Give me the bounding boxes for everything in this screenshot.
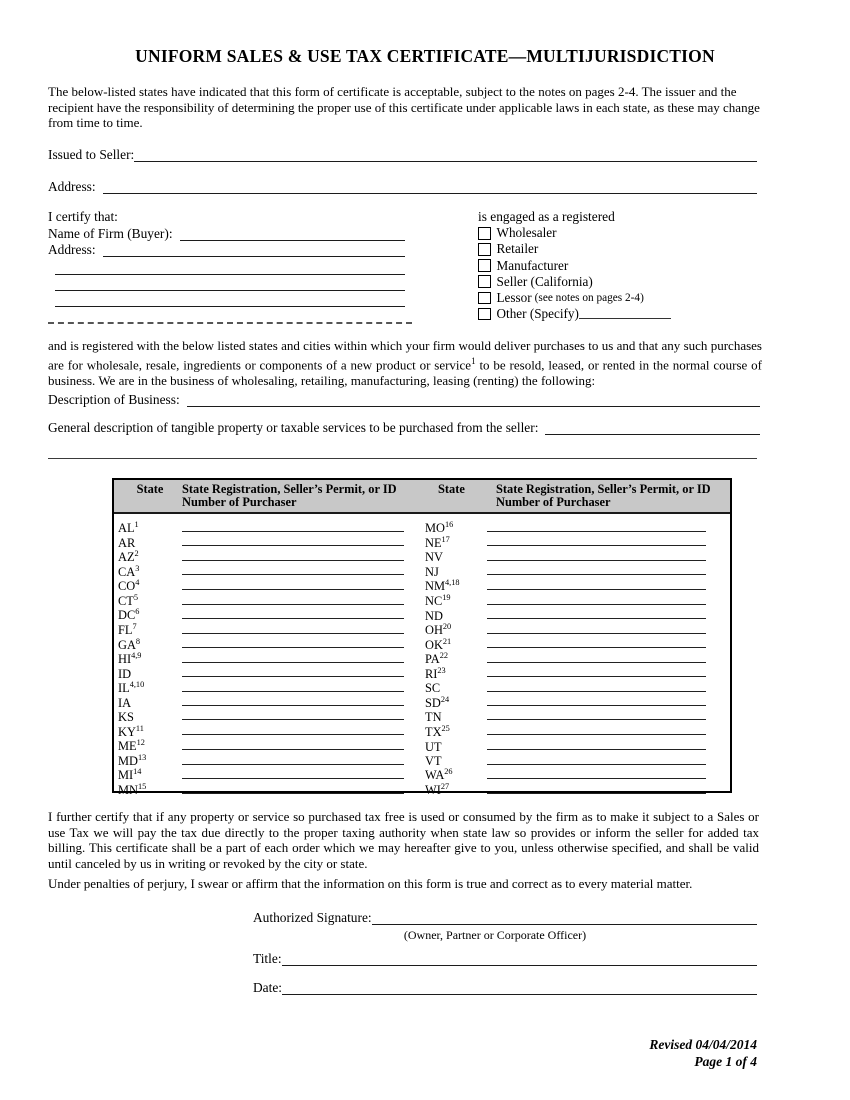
registration-number-line[interactable] bbox=[487, 665, 706, 677]
checkbox[interactable] bbox=[478, 275, 491, 288]
registration-number-line[interactable] bbox=[182, 651, 404, 663]
registration-number-line[interactable] bbox=[487, 622, 706, 634]
registration-number-line[interactable] bbox=[487, 549, 706, 561]
registration-number-line[interactable] bbox=[487, 782, 706, 794]
state-row bbox=[118, 577, 730, 592]
authorized-signature-label: Authorized Signature: bbox=[253, 910, 372, 925]
state-label: $AZ^2$ bbox=[118, 549, 139, 565]
state-label: ID bbox=[118, 666, 132, 681]
registration-number-line[interactable] bbox=[487, 520, 706, 532]
register-option-manufacturer bbox=[478, 257, 763, 273]
registration-number-line[interactable] bbox=[182, 520, 404, 532]
state-label: WA$^{26}$ bbox=[425, 767, 453, 783]
state-row bbox=[118, 519, 730, 534]
state-label: PA$^{22}$ bbox=[425, 651, 448, 667]
registration-number-line[interactable] bbox=[182, 680, 404, 692]
state-row bbox=[118, 679, 730, 694]
date-label: Date: bbox=[253, 980, 282, 995]
state-label: OK$^{21}$ bbox=[425, 636, 452, 652]
registration-number-line[interactable] bbox=[182, 593, 404, 605]
header-state-left: State bbox=[136, 481, 164, 496]
checkbox[interactable] bbox=[478, 308, 491, 321]
state-label: OH$^{20}$ bbox=[425, 622, 452, 638]
state-label: VT bbox=[425, 754, 442, 769]
registration-number-line[interactable] bbox=[487, 578, 706, 590]
header-state-right: State bbox=[438, 481, 465, 496]
general-description-label: General description of tangible property or taxable services to be purchased from the seller: bbox=[48, 420, 539, 435]
option-note: (see notes on pages 2-4) bbox=[534, 291, 644, 304]
intro-paragraph: The below-listed states have indicated that this form of certificate is acceptable, subject to the notes on pages 2-4. The issuer and the recipient have the responsibility of determining the proper use of this certificate under applicable laws in each state, as these may change from time to time. bbox=[48, 84, 760, 131]
buyer-address-dashed-line[interactable] bbox=[48, 311, 412, 324]
state-label: WI$^{27}$ bbox=[425, 782, 450, 798]
page-footer bbox=[649, 1037, 757, 1070]
state-label: IA bbox=[118, 695, 132, 710]
registration-number-line[interactable] bbox=[487, 593, 706, 605]
state-row bbox=[118, 694, 730, 709]
option-label: Lessor bbox=[496, 289, 532, 305]
state-label: NV bbox=[425, 550, 443, 565]
state-row bbox=[118, 708, 730, 723]
state-label: MI$^{14}$ bbox=[118, 767, 142, 783]
state-row bbox=[118, 723, 730, 738]
perjury-paragraph: Under penalties of perjury, I swear or affirm that the information on this form is true and correct as to every material matter. bbox=[48, 876, 693, 891]
checkbox[interactable] bbox=[478, 292, 491, 305]
state-label: RI$^{23}$ bbox=[425, 665, 446, 681]
registered-heading: is engaged as a registered bbox=[478, 209, 615, 224]
registration-number-line[interactable] bbox=[182, 534, 404, 546]
other-specify-line[interactable] bbox=[579, 308, 671, 319]
registration-number-line[interactable] bbox=[487, 753, 706, 765]
checkbox[interactable] bbox=[478, 259, 491, 272]
certify-block bbox=[48, 209, 405, 324]
register-option-retailer bbox=[478, 241, 763, 257]
registration-number-line[interactable] bbox=[182, 782, 404, 794]
state-row bbox=[118, 548, 730, 563]
registered-options bbox=[478, 225, 763, 322]
general-description-line[interactable] bbox=[545, 421, 760, 435]
option-label: Seller (California) bbox=[496, 273, 593, 289]
title-line[interactable] bbox=[282, 952, 757, 966]
state-label: $DC^6$ bbox=[118, 607, 140, 623]
state-label: $CA^3$ bbox=[118, 563, 140, 579]
state-label: KY$^{11}$ bbox=[118, 723, 144, 739]
state-registration-table bbox=[112, 478, 732, 798]
buyer-address-label: Address: bbox=[48, 242, 96, 258]
footnote-ref-1: 1 bbox=[471, 355, 476, 366]
state-label: NM$^{4,18}$ bbox=[425, 578, 460, 594]
registration-number-line[interactable] bbox=[182, 753, 404, 765]
state-label: ME$^{12}$ bbox=[118, 738, 145, 754]
issued-to-seller-line[interactable] bbox=[134, 148, 757, 162]
state-label: $AL^1$ bbox=[118, 520, 139, 536]
state-label: MD$^{13}$ bbox=[118, 752, 147, 769]
registration-number-line[interactable] bbox=[182, 578, 404, 590]
option-label: Other (Specify) bbox=[496, 305, 579, 321]
state-row bbox=[118, 636, 730, 651]
seller-address-line[interactable] bbox=[103, 180, 757, 194]
registration-text-after: to be resold, leased, or rented in the normal course of business. We are in the business of wholesaling, retailing, manufacturing, leasing (renting) the following: bbox=[48, 357, 762, 388]
state-label: TX$^{25}$ bbox=[425, 723, 450, 739]
registration-number-line[interactable] bbox=[487, 534, 706, 546]
option-label: Manufacturer bbox=[496, 257, 569, 273]
state-label: SD$^{24}$ bbox=[425, 694, 450, 710]
general-description-continuation-line[interactable] bbox=[48, 446, 757, 459]
state-row bbox=[118, 621, 730, 636]
revised-date: Revised 04/04/2014 bbox=[649, 1037, 757, 1052]
registration-number-line[interactable] bbox=[182, 563, 404, 575]
registration-number-line[interactable] bbox=[182, 665, 404, 677]
state-label: AR bbox=[118, 535, 136, 550]
registration-number-line[interactable] bbox=[487, 708, 706, 720]
registration-number-line[interactable] bbox=[182, 622, 404, 634]
state-table-body bbox=[114, 514, 730, 798]
register-option-lessor bbox=[478, 290, 763, 306]
state-label: UT bbox=[425, 739, 442, 754]
registration-number-line[interactable] bbox=[487, 694, 706, 706]
registration-number-line[interactable] bbox=[487, 651, 706, 663]
state-label: SC bbox=[425, 681, 441, 696]
buyer-address-extra-line[interactable] bbox=[55, 294, 405, 307]
state-row bbox=[118, 563, 730, 578]
registration-number-line[interactable] bbox=[487, 563, 706, 575]
state-label: TN bbox=[425, 709, 442, 724]
registration-number-line[interactable] bbox=[182, 694, 404, 706]
buyer-address-extra-line[interactable] bbox=[55, 262, 405, 275]
registration-number-line[interactable] bbox=[487, 680, 706, 692]
state-row bbox=[118, 737, 730, 752]
registration-number-line[interactable] bbox=[182, 636, 404, 648]
state-row bbox=[118, 592, 730, 607]
registration-number-line[interactable] bbox=[487, 767, 706, 779]
state-row bbox=[118, 766, 730, 781]
certify-heading: I certify that: bbox=[48, 209, 118, 225]
authorized-signature-line[interactable] bbox=[372, 911, 757, 925]
option-label: Retailer bbox=[496, 241, 539, 257]
state-label: $FL^7$ bbox=[118, 622, 137, 638]
state-label: HI$^{4,9}$ bbox=[118, 651, 142, 667]
page-number: Page 1 of 4 bbox=[694, 1053, 757, 1069]
state-label: $GA^8$ bbox=[118, 636, 141, 652]
register-option-wholesaler bbox=[478, 225, 763, 241]
state-label: KS bbox=[118, 709, 134, 724]
name-of-firm-line[interactable] bbox=[180, 227, 405, 241]
seller-address-label: Address: bbox=[48, 179, 96, 194]
state-label: NJ bbox=[425, 564, 439, 579]
date-line[interactable] bbox=[282, 981, 757, 995]
registration-number-line[interactable] bbox=[487, 738, 706, 750]
state-row bbox=[118, 606, 730, 621]
state-row bbox=[118, 534, 730, 549]
description-of-business-label: Description of Business: bbox=[48, 392, 180, 407]
registration-number-line[interactable] bbox=[487, 607, 706, 619]
table-header bbox=[114, 480, 730, 514]
state-row bbox=[118, 665, 730, 680]
state-label: ND bbox=[425, 608, 443, 623]
checkbox[interactable] bbox=[478, 243, 491, 256]
state-label: IL$^{4,10}$ bbox=[118, 680, 145, 696]
header-registration-left: State Registration, Seller’s Permit, or ID Number of Purchaser bbox=[182, 481, 397, 510]
authorized-signature-sublabel: (Owner, Partner or Corporate Officer) bbox=[403, 928, 587, 942]
header-registration-right: State Registration, Seller’s Permit, or ID Number of Purchaser bbox=[496, 481, 711, 510]
state-label: $CO^4$ bbox=[118, 578, 140, 594]
name-of-firm-label: Name of Firm (Buyer): bbox=[48, 225, 173, 241]
description-of-business-line[interactable] bbox=[187, 393, 760, 407]
registration-text-before: and is registered with the below listed states and cities within which your firm would deliver purchases to us and that any such purchases are for wholesale, resale, ingredients or components of a new product or service bbox=[48, 338, 762, 373]
state-label: NC$^{19}$ bbox=[425, 592, 451, 609]
page-title: UNIFORM SALES & USE TAX CERTIFICATE—MULTIJURISDICTION bbox=[135, 46, 715, 66]
registration-number-line[interactable] bbox=[182, 723, 404, 735]
state-label: MN$^{15}$ bbox=[118, 782, 147, 798]
state-label: $CT^5$ bbox=[118, 592, 138, 609]
title-label: Title: bbox=[253, 951, 282, 966]
registration-number-line[interactable] bbox=[182, 767, 404, 779]
registration-number-line[interactable] bbox=[182, 708, 404, 720]
registration-number-line[interactable] bbox=[182, 607, 404, 619]
checkbox[interactable] bbox=[478, 227, 491, 240]
further-certify-paragraph: I further certify that if any property or service so purchased tax free is used or consumed by the firm as to make it subject to a Sales or use Tax we will pay the tax due directly to the proper taxing authority when state law so provides or inform the seller for added tax billing. This certificate shall be a part of each order which we may hereafter give to you, unless otherwise specified, and shall be valid until canceled by us in writing or revoked by the city or state. bbox=[48, 809, 759, 872]
buyer-address-extra-line[interactable] bbox=[55, 278, 405, 291]
state-row bbox=[118, 650, 730, 665]
state-label: MO$^{16}$ bbox=[425, 520, 454, 536]
state-row bbox=[118, 752, 730, 767]
registration-number-line[interactable] bbox=[487, 723, 706, 735]
registration-number-line[interactable] bbox=[487, 636, 706, 648]
registration-number-line[interactable] bbox=[182, 738, 404, 750]
registration-number-line[interactable] bbox=[182, 549, 404, 561]
issued-to-seller-label: Issued to Seller: bbox=[48, 147, 135, 162]
state-label: NE$^{17}$ bbox=[425, 534, 450, 550]
option-label: Wholesaler bbox=[496, 225, 557, 241]
register-option-seller-california bbox=[478, 274, 763, 290]
buyer-address-line[interactable] bbox=[103, 243, 405, 257]
register-option-other-specify bbox=[478, 306, 763, 322]
registered-block bbox=[478, 209, 763, 322]
state-row bbox=[118, 781, 730, 796]
registration-paragraph bbox=[48, 338, 762, 388]
